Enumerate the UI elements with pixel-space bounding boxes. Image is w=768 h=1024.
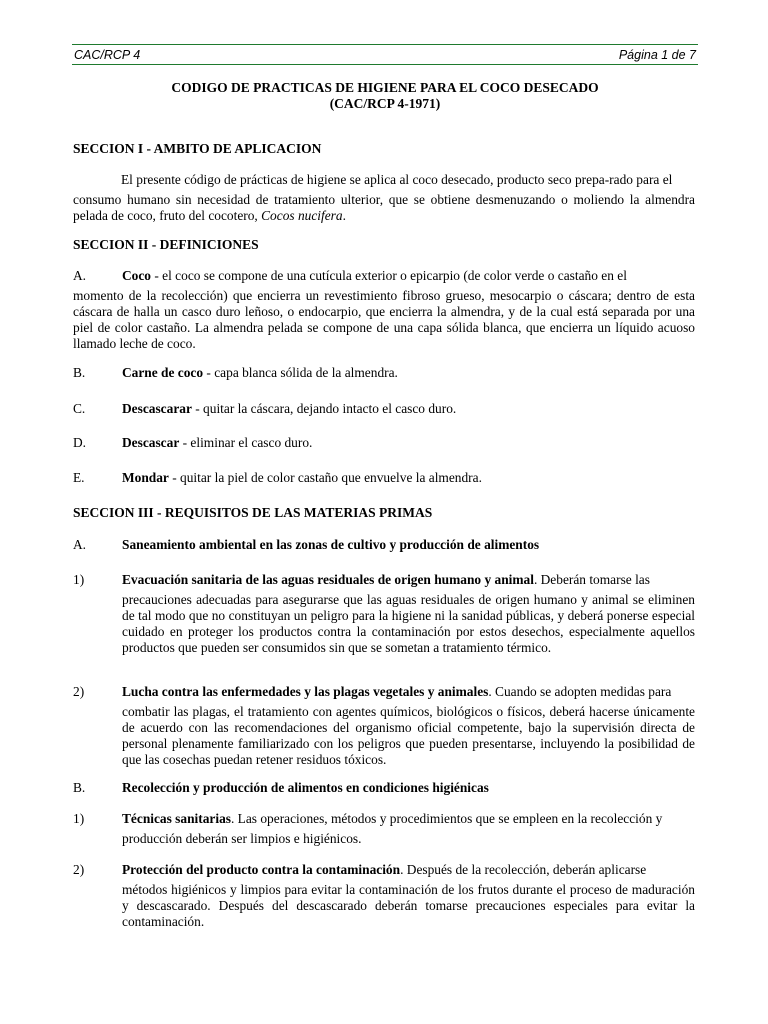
requirement-term: Lucha contra las enfermedades y las plagas vegetales y animales [122,684,489,699]
requirement-body: métodos higiénicos y limpios para evitar la contaminación de los frutos durante el proceso de maduración y descascarado. Después del descascarado deberán tomarse precauciones especiales para evitar la contaminación. [122,882,695,929]
definition-c: C. Descascarar - quitar la cáscara, dejando intacto el casco duro. [73,401,457,416]
requirement-body: combatir las plagas, el tratamiento con agentes químicos, biológicos o físicos, deberá hacerse únicamente de acuerdo con las recomendaciones del organismo oficial competente, bajo la supervisión directa de personal plenamente familiarizado con los peligros que pueden presentarse, incluyendo la posibilidad de que las cosechas puedan retener residuos tóxicos. [122,704,695,767]
item-marker: E. [73,470,85,485]
definition-a: A. Coco - el coco se compone de una cutícula exterior o epicarpio (de color verde o castaño en el momento de la recolección) que encierra un revestimiento fibroso grueso, mesocarpio o cáscara; dentro de esta cáscara de halla un casco duro leñoso, o endocarpio, que encierra la almendra, y de la cual está separada por una piel de color castaño. La almendra pelada se compone de una capa sólida blanca, que encierra un líquido acuoso llamado leche de coco. [73,268,695,351]
header-rule-bottom [72,64,698,65]
definition-term: Carne de coco [122,365,204,380]
requirement-a1: 1) Evacuación sanitaria de las aguas residuales de origen humano y animal. Deberán tomarse las precauciones adecuadas para asegurarse que las aguas residuales de origen humano y animal se eliminen de tal modo que no constituyan un peligro para la higiene ni la sanidad públicas, y deberá ponerse especial cuidado en proteger los productos contra la contaminación por estos desechos, especialmente aquellos productos que pueden ser consumidos sin que se sometan a tratamiento térmico. [73,572,695,655]
requirement-body: producción deberán ser limpios e higiénicos. [122,831,362,846]
item-marker: B. [73,365,86,380]
item-marker: A. [73,268,87,283]
requirement-term: Evacuación sanitaria de las aguas residuales de origen humano y animal [122,572,534,587]
item-marker: D. [73,435,87,450]
section-1-first-line: El presente código de prácticas de higiene se aplica al coco desecado, producto seco prepa-rado para el [121,172,673,187]
definition-term: Descascar [122,435,180,450]
definition-body: momento de la recolección) que encierra un revestimiento fibroso grueso, mesocarpio o cáscara; dentro de esta cáscara de halla un casco duro leñoso, o endocarpio, que encierra la almendra, y de la cual está separada por una piel de color castaño. La almendra pelada se compone de una capa sólida blanca, que encierra un líquido acuoso llamado leche de coco. [73,288,695,351]
item-marker: B. [73,780,86,795]
requirement-b2: 2) Protección del producto contra la contaminación. Después de la recolección, deberán aplicarse métodos higiénicos y limpios para evitar la contaminación de los frutos durante el proceso de maduración y descascarado. Después del descascarado deberán tomarse precauciones especiales para evitar la contaminación. [73,862,695,929]
requirement-body: precauciones adecuadas para asegurarse que las aguas residuales de origen humano y animal se eliminen de tal modo que no constituyan un peligro para la higiene ni la sanidad públicas, y deberá ponerse especial cuidado en proteger los productos contra la contaminación por estos desechos, especialmente aquellos productos que pueden ser consumidos sin que se sometan a tratamiento térmico. [122,592,695,655]
section-2-heading: SECCION II - DEFINICIONES [73,237,259,252]
requirement-term: Técnicas sanitarias [122,811,231,826]
definition-term: Descascarar [122,401,192,416]
definition-term: Mondar [122,470,169,485]
subsection-title: Recolección y producción de alimentos en condiciones higiénicas [122,780,489,795]
subsection-a [73,537,695,553]
document-title: CODIGO DE PRACTICAS DE HIGIENE PARA EL COCO DESECADO [171,80,599,95]
scientific-name: Cocos nucifera [261,208,343,223]
section-1-paragraph: El presente código de prácticas de higiene se aplica al coco desecado, producto seco prepa-rado para el consumo humano sin necesidad de tratamiento ulterior, que se obtiene desmenuzando o moliendo la almendra pelada de coco, fruto del cocotero, Cocos nucifera. [73,172,695,223]
subsection-b [73,780,695,796]
header-doc-code: CAC/RCP 4 [74,48,141,62]
subsection-title: Saneamiento ambiental en las zonas de cultivo y producción de alimentos [122,537,540,552]
section-1-body: consumo humano sin necesidad de tratamiento ulterior, que se obtiene desmenuzando o moliendo la almendra pelada de coco, fruto del cocotero, [73,192,695,223]
definition-b: B. Carne de coco - capa blanca sólida de la almendra. [73,365,398,380]
definition-d: D. Descascar - eliminar el casco duro. [73,435,313,450]
item-marker: 2) [73,862,85,877]
item-marker: 1) [73,811,85,826]
section-3-heading: SECCION III - REQUISITOS DE LAS MATERIAS PRIMAS [73,505,433,520]
section-1-heading: SECCION I - AMBITO DE APLICACION [73,141,322,156]
requirement-a2: 2) Lucha contra las enfermedades y las plagas vegetales y animales. Cuando se adopten medidas para combatir las plagas, el tratamiento con agentes químicos, biológicos o físicos, deberá hacerse únicamente de acuerdo con las recomendaciones del organismo oficial competente, bajo la supervisión directa de personal plenamente familiarizado con los peligros que pueden presentarse, incluyendo la posibilidad de que las cosechas puedan retener residuos tóxicos. [73,684,695,767]
definition-e: E. Mondar - quitar la piel de color castaño que envuelve la almendra. [73,470,482,485]
document-code: (CAC/RCP 4-1971) [329,96,441,111]
page-header [74,48,696,62]
requirement-b1: 1) Técnicas sanitarias. Las operaciones, métodos y procedimientos que se empleen en la recolección y producción deberán ser limpios e higiénicos. [73,811,695,847]
item-marker: C. [73,401,86,416]
header-page-number: Página 1 de 7 [618,48,696,62]
item-marker: 1) [73,572,85,587]
header-rule-top [72,44,698,45]
definition-term: Coco [122,268,152,283]
requirement-term: Protección del producto contra la contaminación [122,862,401,877]
item-marker: A. [73,537,87,552]
item-marker: 2) [73,684,85,699]
